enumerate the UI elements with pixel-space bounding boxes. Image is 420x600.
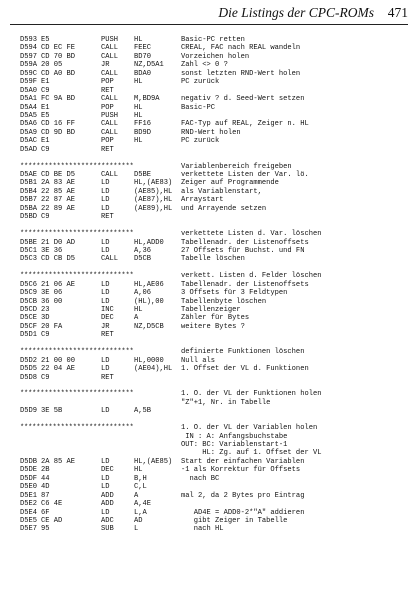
opcode-bytes: C6 4E bbox=[41, 500, 63, 509]
code-line bbox=[0, 95, 420, 103]
opcode-bytes: E5 bbox=[41, 111, 50, 120]
code-comment: PC zurück bbox=[181, 78, 220, 87]
opcode-bytes: CD A0 BD bbox=[41, 69, 76, 78]
address: D5CF bbox=[20, 322, 38, 331]
opcode-bytes: C9 bbox=[41, 213, 50, 222]
mnemonic: CALL bbox=[101, 120, 119, 129]
mnemonic: LD bbox=[101, 508, 110, 517]
section-header bbox=[0, 424, 420, 432]
opcode-bytes: 20 05 bbox=[41, 61, 63, 70]
code-comment: Zeiger auf Programmende bbox=[181, 179, 279, 188]
opcode-bytes: E1 bbox=[41, 78, 50, 87]
code-comment: Tabellenadr. der Listenoffsets bbox=[181, 280, 309, 289]
mnemonic: JR bbox=[101, 322, 110, 331]
mnemonic: CALL bbox=[101, 255, 119, 264]
code-line bbox=[0, 247, 420, 255]
operand: HL bbox=[134, 137, 143, 146]
code-line bbox=[0, 129, 420, 137]
code-line bbox=[0, 171, 420, 179]
code-line bbox=[0, 466, 420, 474]
mnemonic: LD bbox=[101, 457, 110, 466]
operand: FEEC bbox=[134, 44, 152, 53]
code-line bbox=[0, 331, 420, 339]
code-comment: Tabellenbyte löschen bbox=[181, 297, 267, 306]
page-header bbox=[10, 2, 408, 25]
mnemonic: LD bbox=[101, 407, 110, 416]
section-comment: Variablenbereich freigeben bbox=[181, 162, 292, 171]
mnemonic: LD bbox=[101, 246, 110, 255]
mnemonic: LD bbox=[101, 365, 110, 374]
comment-line bbox=[0, 399, 420, 407]
opcode-bytes: CE AD bbox=[41, 516, 63, 525]
operand: NZ,D5A1 bbox=[134, 61, 164, 70]
opcode-bytes: 95 bbox=[41, 525, 50, 534]
blank-line bbox=[0, 340, 420, 348]
operand: A,5B bbox=[134, 407, 152, 416]
code-line bbox=[0, 281, 420, 289]
opcode-bytes: 2A 85 AE bbox=[41, 457, 76, 466]
address: D5D1 bbox=[20, 331, 38, 340]
mnemonic: CALL bbox=[101, 171, 119, 179]
operand: B,H bbox=[134, 474, 147, 483]
code-comment: Tabelle löschen bbox=[181, 255, 245, 264]
code-line bbox=[0, 255, 420, 263]
code-line bbox=[0, 323, 420, 331]
operand: (HL),00 bbox=[134, 297, 164, 306]
operand: A bbox=[134, 314, 139, 323]
comment-text: "Z"+1, Nr. in Tabelle bbox=[181, 398, 271, 407]
code-comment: Tabellenadr. der Listenoffsets bbox=[181, 238, 309, 247]
operand: L bbox=[134, 525, 139, 534]
opcode-bytes: C9 bbox=[41, 373, 50, 382]
code-line bbox=[0, 104, 420, 112]
operand: L,A bbox=[134, 508, 147, 517]
mnemonic: CALL bbox=[101, 69, 119, 78]
opcode-bytes: E1 bbox=[41, 103, 50, 112]
address: D5A9 bbox=[20, 128, 38, 137]
mnemonic: CALL bbox=[101, 44, 119, 53]
opcode-bytes: CD EC FE bbox=[41, 44, 76, 53]
address: D594 bbox=[20, 44, 38, 53]
code-line bbox=[0, 298, 420, 306]
operand: A,06 bbox=[134, 289, 152, 298]
code-line bbox=[0, 112, 420, 120]
operand: HL,AE06 bbox=[134, 280, 164, 289]
address: D5C1 bbox=[20, 246, 38, 255]
address: D59C bbox=[20, 69, 38, 78]
code-comment: sonst letzten RND-Wert holen bbox=[181, 69, 301, 78]
code-line bbox=[0, 357, 420, 365]
address: D5B1 bbox=[20, 179, 38, 188]
address: D5D5 bbox=[20, 365, 38, 374]
code-line bbox=[0, 120, 420, 128]
mnemonic: CALL bbox=[101, 128, 119, 137]
address: D5A6 bbox=[20, 120, 38, 129]
opcode-bytes: 21 00 00 bbox=[41, 356, 76, 365]
address: D5CB bbox=[20, 297, 38, 306]
operand: A,36 bbox=[134, 246, 152, 255]
code-line bbox=[0, 70, 420, 78]
operand: HL bbox=[134, 306, 143, 314]
code-line bbox=[0, 289, 420, 297]
address: D5DF bbox=[20, 474, 38, 483]
opcode-bytes: CD 9D BD bbox=[41, 128, 76, 137]
code-comment: als Variablenstart, bbox=[181, 187, 262, 196]
opcode-bytes: 36 00 bbox=[41, 297, 63, 306]
code-comment: Zahl <> 0 ? bbox=[181, 61, 228, 70]
operand: HL bbox=[134, 111, 143, 120]
address: D5CE bbox=[20, 314, 38, 323]
code-comment: Vorzeichen holen bbox=[181, 52, 250, 61]
address: D5A1 bbox=[20, 95, 38, 104]
opcode-bytes: 3E 5B bbox=[41, 407, 63, 416]
page-number: 471 bbox=[387, 5, 408, 20]
opcode-bytes: 21 D0 AD bbox=[41, 238, 76, 247]
mnemonic: CALL bbox=[101, 52, 119, 61]
code-line bbox=[0, 44, 420, 52]
opcode-bytes: 87 bbox=[41, 491, 50, 500]
code-line bbox=[0, 407, 420, 415]
address: D5B4 bbox=[20, 187, 38, 196]
code-line bbox=[0, 365, 420, 373]
blank-line bbox=[0, 416, 420, 424]
separator-stars: **************************** bbox=[20, 230, 134, 239]
opcode-bytes: 4D bbox=[41, 483, 50, 492]
opcode-bytes: C9 bbox=[41, 86, 50, 95]
code-line bbox=[0, 87, 420, 95]
code-comment: nach BC bbox=[181, 474, 220, 483]
code-line bbox=[0, 314, 420, 322]
separator-stars: **************************** bbox=[20, 162, 134, 171]
address: D5BD bbox=[20, 213, 38, 222]
address: D5CD bbox=[20, 306, 38, 314]
section-header bbox=[0, 390, 420, 398]
comment-text: IN : A: Anfangsbuchstabe bbox=[181, 432, 288, 441]
operand: A,4E bbox=[134, 500, 152, 509]
address: D5D2 bbox=[20, 356, 38, 365]
code-line bbox=[0, 458, 420, 466]
opcode-bytes: 20 FA bbox=[41, 322, 63, 331]
address: D5E0 bbox=[20, 483, 38, 492]
code-line bbox=[0, 61, 420, 69]
operand: M,BD9A bbox=[134, 95, 160, 104]
comment-text: HL: Zg. auf 1. Offset der VL bbox=[181, 449, 322, 458]
operand: BD70 bbox=[134, 52, 152, 61]
opcode-bytes: 22 04 AE bbox=[41, 365, 76, 374]
address: D5E4 bbox=[20, 508, 38, 517]
code-line bbox=[0, 188, 420, 196]
operand: A bbox=[134, 491, 139, 500]
mnemonic: LD bbox=[101, 297, 110, 306]
code-line bbox=[0, 517, 420, 525]
operand: C,L bbox=[134, 483, 147, 492]
code-line bbox=[0, 239, 420, 247]
operand: BD9D bbox=[134, 128, 152, 137]
code-line bbox=[0, 205, 420, 213]
address: D59F bbox=[20, 78, 38, 87]
opcode-bytes: C9 bbox=[41, 145, 50, 154]
separator-stars: **************************** bbox=[20, 348, 134, 357]
code-line bbox=[0, 146, 420, 154]
address: D5BE bbox=[20, 238, 38, 247]
operand: (AE85),HL bbox=[134, 187, 173, 196]
code-comment: PC zurück bbox=[181, 137, 220, 146]
code-comment: negativ ? d. Seed-Wert setzen bbox=[181, 95, 305, 104]
mnemonic: DEC bbox=[101, 314, 114, 323]
operand: HL,(AE83) bbox=[134, 179, 173, 188]
opcode-bytes: CD CB D5 bbox=[41, 255, 76, 264]
opcode-bytes: E1 bbox=[41, 137, 50, 146]
mnemonic: INC bbox=[101, 306, 114, 314]
address: D5C3 bbox=[20, 255, 38, 264]
code-comment: 3 Offsets für 3 Feldtypen bbox=[181, 289, 288, 298]
opcode-bytes: FC 9A BD bbox=[41, 95, 76, 104]
operand: (AE87),HL bbox=[134, 196, 173, 205]
opcode-bytes: E5 bbox=[41, 36, 50, 44]
code-line bbox=[0, 509, 420, 517]
code-comment: verkettete Listen der Var. lö. bbox=[181, 171, 309, 179]
address: D5D8 bbox=[20, 373, 38, 382]
opcode-bytes: 2A 83 AE bbox=[41, 179, 76, 188]
address: D5B7 bbox=[20, 196, 38, 205]
mnemonic: RET bbox=[101, 213, 114, 222]
code-line bbox=[0, 492, 420, 500]
code-line bbox=[0, 179, 420, 187]
mnemonic: LD bbox=[101, 204, 110, 213]
mnemonic: LD bbox=[101, 280, 110, 289]
address: D5AE bbox=[20, 171, 38, 179]
mnemonic: SUB bbox=[101, 525, 114, 534]
operand: HL bbox=[134, 78, 143, 87]
code-line bbox=[0, 36, 420, 44]
operand: HL,(AE85) bbox=[134, 457, 173, 466]
opcode-bytes: CD BE D5 bbox=[41, 171, 76, 179]
opcode-bytes: 3E 06 bbox=[41, 289, 63, 298]
mnemonic: CALL bbox=[101, 95, 119, 104]
blank-line bbox=[0, 154, 420, 162]
assembly-listing bbox=[0, 36, 420, 534]
address: D5DB bbox=[20, 457, 38, 466]
code-comment: Arraystart bbox=[181, 196, 224, 205]
code-comment: Tabellenzeiger bbox=[181, 306, 241, 314]
code-line bbox=[0, 196, 420, 204]
separator-stars: **************************** bbox=[20, 390, 134, 399]
mnemonic: LD bbox=[101, 289, 110, 298]
address: D5C9 bbox=[20, 289, 38, 298]
section-comment: verkett. Listen d. Felder löschen bbox=[181, 272, 322, 281]
section-comment: 1. O. der VL der Variablen holen bbox=[181, 424, 318, 433]
address: D5A4 bbox=[20, 103, 38, 112]
mnemonic: RET bbox=[101, 86, 114, 95]
code-comment: mal 2, da 2 Bytes pro Eintrag bbox=[181, 491, 305, 500]
code-comment: 27 Offsets für Buchst. und FN bbox=[181, 246, 305, 255]
mnemonic: POP bbox=[101, 137, 114, 146]
operand: HL,ADD0 bbox=[134, 238, 164, 247]
section-header bbox=[0, 348, 420, 356]
operand: (AE04),HL bbox=[134, 365, 173, 374]
code-line bbox=[0, 525, 420, 533]
mnemonic: LD bbox=[101, 179, 110, 188]
operand: D5CB bbox=[134, 255, 152, 264]
opcode-bytes: 44 bbox=[41, 474, 50, 483]
address: D5BA bbox=[20, 204, 38, 213]
operand: HL bbox=[134, 103, 143, 112]
code-line bbox=[0, 53, 420, 61]
mnemonic: POP bbox=[101, 78, 114, 87]
mnemonic: LD bbox=[101, 187, 110, 196]
operand: D5BE bbox=[134, 171, 152, 179]
opcode-bytes: C9 bbox=[41, 331, 50, 340]
mnemonic: ADC bbox=[101, 516, 114, 525]
code-comment: -1 als Korrektur für Offsets bbox=[181, 466, 301, 475]
code-line bbox=[0, 483, 420, 491]
mnemonic: RET bbox=[101, 331, 114, 340]
code-comment: gibt Zeiger in Tabelle bbox=[181, 516, 288, 525]
code-comment: RND-Wert holen bbox=[181, 128, 241, 137]
mnemonic: PUSH bbox=[101, 111, 119, 120]
operand: HL bbox=[134, 466, 143, 475]
mnemonic: POP bbox=[101, 103, 114, 112]
mnemonic: LD bbox=[101, 196, 110, 205]
opcode-bytes: 22 85 AE bbox=[41, 187, 76, 196]
code-comment: Zähler für Bytes bbox=[181, 314, 250, 323]
opcode-bytes: CD 70 BD bbox=[41, 52, 76, 61]
address: D5E7 bbox=[20, 525, 38, 534]
code-comment: Basic-PC bbox=[181, 103, 216, 112]
opcode-bytes: 3E 36 bbox=[41, 246, 63, 255]
section-header bbox=[0, 230, 420, 238]
address: D59A bbox=[20, 61, 38, 70]
address: D5C6 bbox=[20, 280, 38, 289]
code-line bbox=[0, 213, 420, 221]
address: D5E1 bbox=[20, 491, 38, 500]
address: D5AC bbox=[20, 137, 38, 146]
blank-line bbox=[0, 222, 420, 230]
code-comment: AD4E = ADD0-2*"A" addieren bbox=[181, 508, 305, 517]
mnemonic: LD bbox=[101, 483, 110, 492]
opcode-bytes: 22 87 AE bbox=[41, 196, 76, 205]
code-line bbox=[0, 306, 420, 314]
section-header bbox=[0, 272, 420, 280]
address: D597 bbox=[20, 52, 38, 61]
operand: NZ,D5CB bbox=[134, 322, 164, 331]
address: D5D9 bbox=[20, 407, 38, 416]
mnemonic: PUSH bbox=[101, 36, 119, 44]
code-comment: und Arrayende setzen bbox=[181, 204, 267, 213]
code-line bbox=[0, 475, 420, 483]
code-comment: Null als bbox=[181, 356, 216, 365]
mnemonic: JR bbox=[101, 61, 110, 70]
section-comment: definierte Funktionen löschen bbox=[181, 348, 305, 357]
code-line bbox=[0, 500, 420, 508]
opcode-bytes: CD 16 FF bbox=[41, 120, 76, 129]
address: D5A0 bbox=[20, 86, 38, 95]
opcode-bytes: 6F bbox=[41, 508, 50, 517]
operand: BDA0 bbox=[134, 69, 152, 78]
address: D5AD bbox=[20, 145, 38, 154]
code-comment: FAC-Typ auf REAL, Zeiger n. HL bbox=[181, 120, 309, 129]
mnemonic: ADD bbox=[101, 491, 114, 500]
comment-line bbox=[0, 441, 420, 449]
address: D5A5 bbox=[20, 111, 38, 120]
code-comment: 1. Offset der VL d. Funktionen bbox=[181, 365, 309, 374]
mnemonic: ADD bbox=[101, 500, 114, 509]
code-comment: CREAL, FAC nach REAL wandeln bbox=[181, 44, 301, 53]
comment-line bbox=[0, 433, 420, 441]
mnemonic: LD bbox=[101, 356, 110, 365]
section-header bbox=[0, 163, 420, 171]
operand: AD bbox=[134, 516, 143, 525]
address: D5E5 bbox=[20, 516, 38, 525]
code-line bbox=[0, 78, 420, 86]
section-comment: 1. O. der VL der Funktionen holen bbox=[181, 390, 322, 399]
blank-line bbox=[0, 264, 420, 272]
code-comment: nach HL bbox=[181, 525, 224, 534]
operand: HL bbox=[134, 36, 143, 44]
code-comment: Basic-PC retten bbox=[181, 36, 245, 44]
mnemonic: LD bbox=[101, 238, 110, 247]
operand: FF16 bbox=[134, 120, 152, 129]
opcode-bytes: 21 06 AE bbox=[41, 280, 76, 289]
code-comment: Start der einfachen Variablen bbox=[181, 457, 305, 466]
code-comment: weitere Bytes ? bbox=[181, 322, 245, 331]
mnemonic: LD bbox=[101, 474, 110, 483]
mnemonic: DEC bbox=[101, 466, 114, 475]
separator-stars: **************************** bbox=[20, 272, 134, 281]
separator-stars: **************************** bbox=[20, 424, 134, 433]
address: D5DE bbox=[20, 466, 38, 475]
mnemonic: RET bbox=[101, 373, 114, 382]
comment-text: OUT: BC: Variablenstart-1 bbox=[181, 441, 288, 449]
code-line bbox=[0, 374, 420, 382]
comment-line bbox=[0, 449, 420, 457]
mnemonic: RET bbox=[101, 145, 114, 154]
opcode-bytes: 23 bbox=[41, 306, 50, 314]
opcode-bytes: 22 89 AE bbox=[41, 204, 76, 213]
blank-line bbox=[0, 382, 420, 390]
opcode-bytes: 3D bbox=[41, 314, 50, 323]
operand: (AE89),HL bbox=[134, 204, 173, 213]
section-comment: verkettete Listen d. Var. löschen bbox=[181, 230, 322, 239]
running-title: Die Listings der CPC-ROMs bbox=[218, 5, 374, 20]
address: D5E2 bbox=[20, 500, 38, 509]
address: D593 bbox=[20, 36, 38, 44]
operand: HL,0000 bbox=[134, 356, 164, 365]
code-line bbox=[0, 137, 420, 145]
opcode-bytes: 2B bbox=[41, 466, 50, 475]
